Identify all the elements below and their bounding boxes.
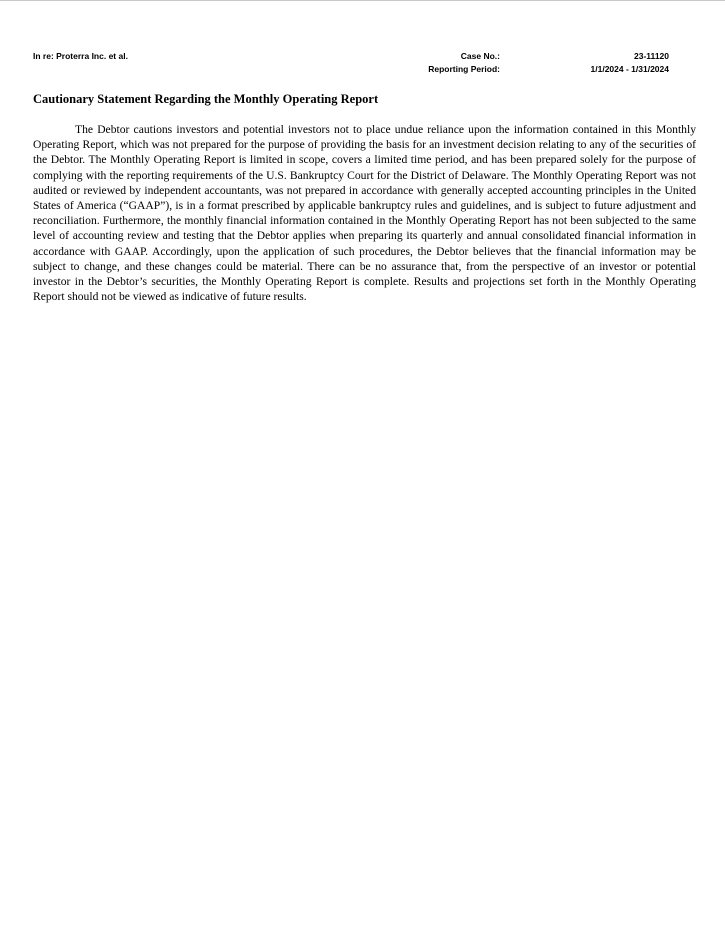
header-values [560, 50, 669, 76]
in-re-label: In re: Proterra Inc. et al. [33, 51, 128, 61]
case-no-value: 23-11120 [634, 51, 669, 61]
reporting-period-value: 1/1/2024 - 1/31/2024 [590, 64, 669, 74]
page-top-border [0, 0, 725, 1]
document-title: Cautionary Statement Regarding the Monthly Operating Report [33, 92, 379, 106]
reporting-period-label: Reporting Period: [428, 64, 500, 74]
case-caption [33, 50, 128, 63]
header-labels [380, 50, 500, 76]
case-no-label: Case No.: [460, 51, 500, 61]
cautionary-paragraph: The Debtor cautions investors and potential investors not to place undue reliance upon the information contained in this Monthly Operating Report, which was not prepared for the purpose of providing the basis for an investment decision relating to any of the securities of the Debtor. The Monthly Operating Report is limited in scope, covers a limited time period, and has been prepared solely for the purpose of complying with the reporting requirements of the U.S. Bankruptcy Court for the District of Delaware. The Monthly Operating Report was not audited or reviewed by independent accountants, was not prepared in accordance with generally accepted accounting principles in the United States of America (“GAAP”), is in a format prescribed by applicable bankruptcy rules and guidelines, and is subject to future adjustment and reconciliation. Furthermore, the monthly financial information contained in the Monthly Operating Report has not been subjected to the same level of accounting review and testing that the Debtor applies when preparing its quarterly and annual consolidated financial information in accordance with GAAP. Accordingly, upon the application of such procedures, the Debtor believes that the financial information may be subject to change, and these changes could be material. There can be no assurance that, from the perspective of an investor or potential investor in the Debtor’s securities, the Monthly Operating Report is complete. Results and projections set forth in the Monthly Operating Report should not be viewed as indicative of future results. [33, 123, 696, 304]
